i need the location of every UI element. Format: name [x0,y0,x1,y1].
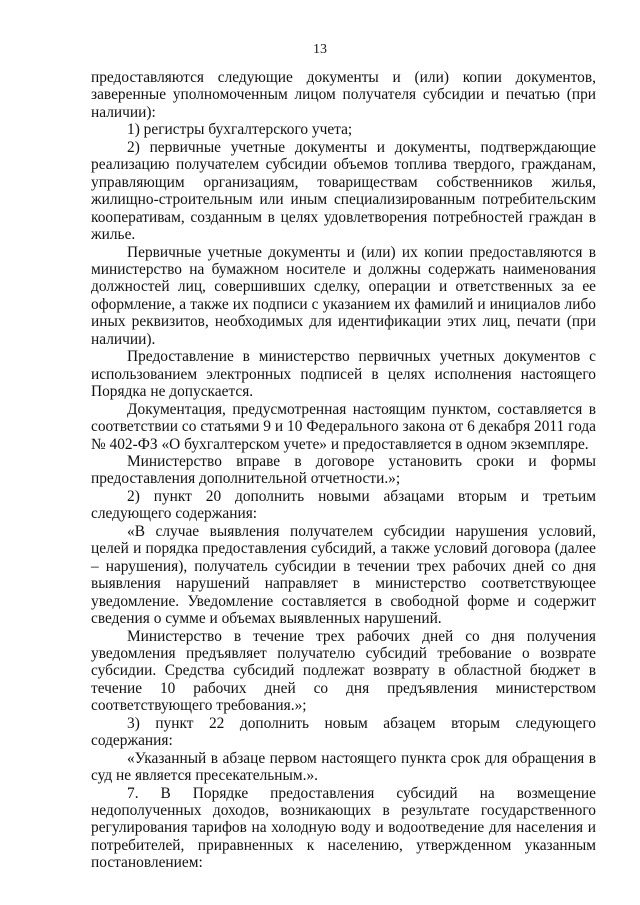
paragraph: предоставляются следующие документы и (или) копии документов, заверенные уполномоченным лицом получателя субсидии и печатью (при наличии): [91,69,596,121]
paragraph: 7. В Порядке предоставления субсидий на возмещение недополученных доходов, возникающих в результате государственного регулирования тарифов на холодную воду и водоотведение для населения и потребителей, приравненных к населению, утвержденном указанным постановлением: [91,784,596,872]
paragraph: 2) пункт 20 дополнить новыми абзацами вторым и третьим следующего содержания: [91,487,596,523]
paragraph: Документация, предусмотренная настоящим пунктом, составляется в соответствии со статьями 9 и 10 Федерального закона от 6 декабря 2011 года № 402-ФЗ «О бухгалтерском учете» и предоставляется в одном экземпляре. [91,400,596,453]
page-number: 13 [313,42,327,57]
document-body [91,69,596,872]
paragraph: Предоставление в министерство первичных учетных документов с использованием электронных подписей в целях исполнения настоящего Порядка не допускается. [91,348,596,401]
paragraph: Министерство в течение трех рабочих дней со дня получения уведомления предъявляет получателю субсидий требование о возврате субсидии. Средства субсидий подлежат возврату в областной бюджет в течение 10 рабочих дней со дня предъявления министерством соответствующего требования.»; [91,627,596,715]
paragraph: 2) первичные учетные документы и документы, подтверждающие реализацию получателем субсидии объемов топлива твердого, гражданам, управляющим организациям, товариществам собственников жилья, жилищно-строительным или иным специализированным потребительским кооперативам, созданным в целях удовлетворения потребностей граждан в жилье. [91,138,596,244]
paragraph: «В случае выявления получателем субсидии нарушения условий, целей и порядка предоставления субсидий, а также условий договора (далее – нарушения), получатель субсидии в течении трех рабочих дней со дня выявления нарушений направляет в министерство соответствующее уведомление. Уведомление составляется в свободной форме и содержит сведения о сумме и объемах выявленных нарушений. [91,522,596,628]
paragraph: «Указанный в абзаце первом настоящего пункта срок для обращения в суд не является пресекательным.». [91,749,596,785]
paragraph: 3) пункт 22 дополнить новым абзацем вторым следующего содержания: [91,714,596,750]
paragraph: Первичные учетные документы и (или) их копии предоставляются в министерство на бумажном носителе и должны содержать наименования должностей лиц, совершивших сделку, операции и ответственных за ее оформление, а также их подписи с указанием их фамилий и инициалов либо иных реквизитов, необходимых для идентификации этих лиц, печати (при наличии). [91,243,596,348]
paragraph: 1) регистры бухгалтерского учета; [127,121,353,139]
paragraph: Министерство вправе в договоре установить сроки и формы предоставления дополнительной отчетности.»; [91,452,596,488]
